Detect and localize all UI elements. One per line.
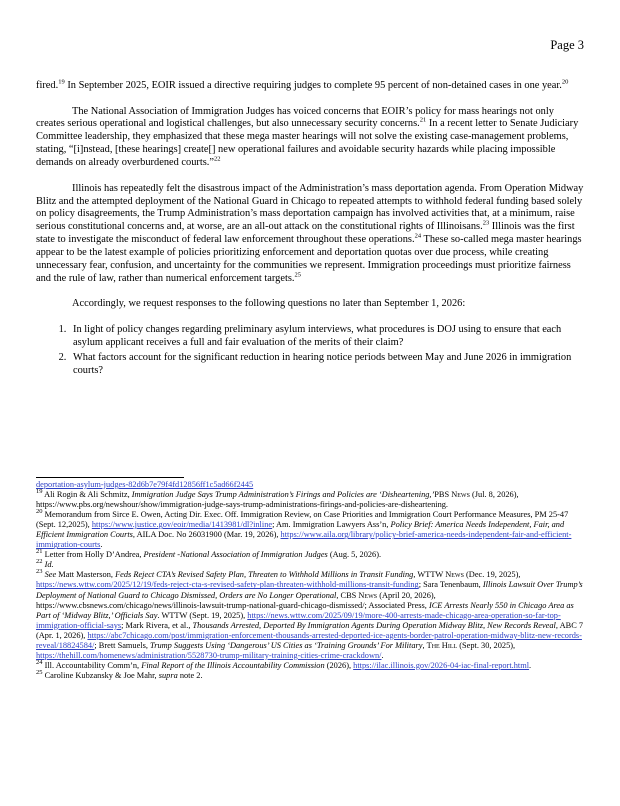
footnote-link[interactable]: https://www.aila.org/library/policy-brief-america-needs-independent-fair-and-efficient-immigration-courts [36,530,572,550]
footnote-22: $^{22}$ Id. [36,558,54,570]
footnote-link[interactable]: https://ilac.illinois.gov/2026-04-iac-final-report.html [353,660,530,670]
footnote-24: $^{24}$ Ill. Accountability Comm’n, Final Report of the Illinois Accountability Commission (2026), https://ilac.illinois.gov/2026-04-iac-final-report.html. [36,659,532,670]
footnote-link[interactable]: deportation-asylum-judges-82d6b7e79f4fd12856ff1c5ad66f2445 [36,480,254,489]
footnote-ref[interactable]: 24 [414,232,422,240]
question-list [36,324,584,378]
footnote-ref[interactable]: 19 [58,78,65,86]
footnote-ref[interactable]: 20 [561,78,569,86]
question-item: 1. In light of policy changes regarding preliminary asylum interviews, what procedures is DOJ using to ensure that each asylum applicant receives a full and fair evaluation of the merits of their claim? [69,324,584,350]
paragraph-2: The National Association of Immigration Judges has voiced concerns that EOIR’s policy for mass hearings not only creates serious operational and logistical challenges, but also unnecessary security concerns.$^{21}$ In a recent letter to Senate Judiciary Committee leadership, they emphasized that these mega master hearings will not solve the existing case-management problems, stating, “[i]nstead, [these hearings] create[] new operational failures and avoidable security hazards while placing impossible demands on already overburdened courts.”$^{22}$ [36,105,579,169]
footnote-25: $^{25}$ Caroline Kubzansky & Joe Mahr, supra note 2. [36,669,203,680]
paragraph-4: Accordingly, we request responses to the following questions no later than September 1, 2026: [72,298,466,310]
footnote-continuation [36,480,584,490]
footnote-link[interactable]: https://thehill.com/homenews/administration/5528730-trump-military-training-cities-crime-crackdown/ [36,650,382,660]
footnote-link[interactable]: https://www.justice.gov/eoir/media/1413981/dl?inline [91,520,273,530]
page-number: Page 3 [550,38,584,52]
footnote-link[interactable]: https://news.wttw.com/2025/09/19/more-400-arrests-made-chicago-area-operation-so-far-top-immigration-official-says [36,610,561,630]
footnote-separator [36,477,184,478]
footnote-ref[interactable]: 21 [419,116,427,124]
footnote-21: $^{21}$ Letter from Holly D’Andrea, President -National Association of Immigration Judges (Aug. 5, 2026). [36,548,382,560]
footnote-23: $^{23}$ See Matt Masterson, Feds Reject CTA’s Revised Safety Plan, Threaten to Withhold Millions in Transit Funding, WTTW News (Dec. 19, 2025), https://news.wttw.com/2025/12/19/feds-reject-cta-s-revised-safety-plan-threaten-withhold-millions-transit-funding; Sara Tenenbaum, Illinois Lawsuit Over Trump’s Deployment of National Guard to Chicago Dismissed, Orders are No Longer Operational, CBS News (April 20, 2026), https://www.cbsnews.com/chicago/news/illinois-lawsuit-trump-national-guard-chicago-dismissed/; Associated Press, ICE Arrests Nearly 550 in Chicago Area as Part of ‘Midway Blitz,’ Officials Say. WTTW (Sept. 19, 2025), https://news.wttw.com/2025/09/19/more-400-arrests-made-chicago-area-operation-so-far-top-immigration-official-says; Mark Rivera, et al., Thousands Arrested, Deported By Immigration Agents During Operation Midway Blitz, New Records Reveal, ABC 7 (Apr. 1, 2026), https://abc7chicago.com/post/immigration-enforcement-thousands-arrested-deported-ice-agents-border-patrol-operation-midway-blitz-new-records-reveal/18824584/; Brett Samuels, Trump Suggests Using ‘Dangerous’ US Cities as ‘Training Grounds’ For Military, The Hill (Sept. 30, 2025), https://thehill.com/homenews/administration/5528730-trump-military-training-cities-crime-crackdown/. [36,568,584,660]
footnote-ref[interactable]: 25 [294,271,301,279]
footnote-19: $^{19}$ Ali Rogin & Ali Schmitz, Immigration Judge Says Trump Administration’s Firings and Policies are ‘Disheartening,’PBS News (Jul. 8, 2026), https://www.pbs.org/newshour/show/immigration-judge-says-trump-administrations-firings-and-policies-are-disheartening. [36,488,519,510]
footnote-20: $^{20}$ Memorandum from Sirce E. Owen, Acting Dir. Exec. Off. Immigration Review, on Case Priorities and Immigration Court Performance Measures, PM 25-47 (Sept. 12,2025), https://www.justice.gov/eoir/media/1413981/dl?inline; Am. Immigration Lawyers Ass’n, Policy Brief: America Needs Independent, Fair, and Efficient Immigration Courts, AILA Doc. No 26031900 (Mar. 19, 2026), https://www.aila.org/library/policy-brief-america-needs-independent-fair-and-efficient-immigration-courts. [36,508,572,550]
question-item: 2. What factors account for the significant reduction in hearing notice periods between May and June 2026 in immigration courts? [69,352,584,378]
footnote-ref[interactable]: 22 [214,155,221,163]
paragraph-3: Illinois has repeatedly felt the disastrous impact of the Administration’s mass deportation agenda. From Operation Midway Blitz and the attempted deployment of the National Guard in Chicago to repeated attempts to withhold federal funding based solely on policy disagreements, the Trump Administration’s mass deportation campaign has involved activities that, at a minimum, raise serious constitutional concerns and, at worse, are an all-out attack on the constitutional rights of Illinoisans.$^{23}$ Illinois was the first state to investigate the misconduct of federal law enforcement throughout these operations.$^{24}$ These so-called mega master hearings appear to be the latest example of policies prioritizing enforcement and deportation quotas over due process, while creating unnecessary fear, confusion, and uncertainty for the communities we represent. Immigration proceedings must prioritize fairness and the rule of law, rather than numerical enforcement targets.$^{25}$ [36,182,584,284]
letter-body [36,80,584,380]
paragraph-1: fired.$^{19}$ In September 2025, EOIR issued a directive requiring judges to complete 95 percent of non-detained cases in one year.$^{20}$ [36,78,569,91]
footnote-link[interactable]: https://abc7chicago.com/post/immigration-enforcement-thousands-arrested-deported-ice-agents-border-patrol-operation-midway-blitz-new-records-reveal/18824584/ [36,630,582,650]
footnote-ref[interactable]: 23 [482,219,490,227]
footnotes [36,480,584,681]
footnote-link[interactable]: https://news.wttw.com/2025/12/19/feds-reject-cta-s-revised-safety-plan-threaten-withhold-millions-transit-funding [36,580,419,590]
